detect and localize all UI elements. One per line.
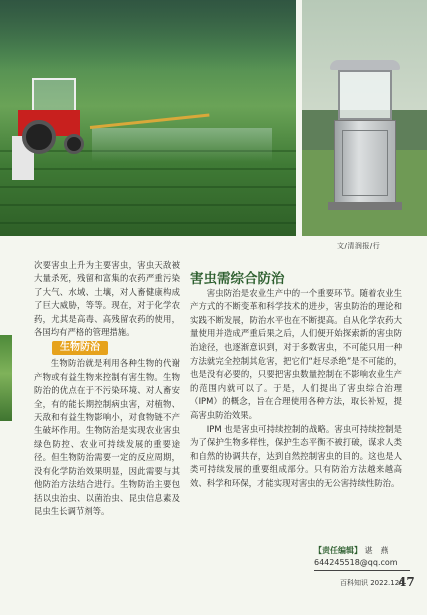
right-paragraph-1: 害虫防治是农业生产中的一个重要环节。随着农业生产方式的不断变革和科学技术的进步，害虫防治的理论和实践不断发展，防治水平也在不断提高。自从化学农药大量使用并造成严重后果之后，人们便开始探索新的害虫防治途径，也逐渐意识到，对于多数害虫，不可能只用一种方法就完全控制其危害，把它们“赶尽杀绝”是不可能的，也是没有必要的，只要把害虫数量控制在不影响农业生产的范围内就可以了。于是，人们提出了害虫综合治理（IPM）的概念，旨在合理使用各种方法，取长补短，提高害虫防治效果。 <box>190 287 402 420</box>
left-column <box>34 259 180 518</box>
page-number: 47 <box>398 575 415 589</box>
right-column <box>190 273 402 491</box>
left-paragraph-1: 次要害虫上升为主要害虫，害虫天敌被大量杀死，残留和富集的农药严重污染了大气、水域、土壤，对人畜健康构成了巨大威胁，等等。现在，对于化学农药，尤其是高毒、高残留农药的使用，各国均有严格的管理措施。 <box>34 260 180 338</box>
pest-trap-cabinet-photo <box>302 0 427 236</box>
editor-tag: 【责任编辑】 <box>314 546 362 555</box>
journal-issue: 百科知识 2022.12A <box>340 579 404 587</box>
editor-name: 谌 燕 <box>364 546 389 555</box>
tractor-spraying-photo <box>0 0 296 236</box>
photo-caption: 文/清润报/行 <box>337 242 381 250</box>
editor-email: 644245518@qq.com <box>314 558 398 567</box>
editor-credit <box>314 545 389 556</box>
section-heading: 害虫需综合防治 <box>190 271 285 287</box>
footer-divider <box>314 570 410 571</box>
left-paragraph-2: 生物防治就是利用各种生物的代谢产物或有益生物来控制有害生物。生物防治的优点在于不污染环境、对人畜安全，有的能长期控制病虫害，对植物、天敌和有益生物影响小，对食物链不产生破坏作用。生物防治是实现农业害虫绿色防控、农业可持续发展的重要途径。但生物防治需要一定的反应周期，没有化学防治效果明显，因此需要与其他防治方法结合进行。生物防治主要包括以虫治虫、以菌治虫、昆虫信息素及昆虫生长调节剂等。 <box>34 358 180 516</box>
tractor-figure <box>12 78 92 158</box>
leaf-photo-strip <box>0 335 12 421</box>
section-subheading: 生物防治 <box>52 341 108 355</box>
right-paragraph-2: IPM 也是害虫可持续控制的战略。害虫可持续控制是为了保护生物多样性，保护生态平衡不被打破，谋求人类和自然的协调共存，达到自然控制害虫的目的。这也是人类可持续发展的重要组成部分。只有防治方法越来越高效、科学和环保，才能实现对害虫的无公害持续性防治。 <box>190 423 402 488</box>
